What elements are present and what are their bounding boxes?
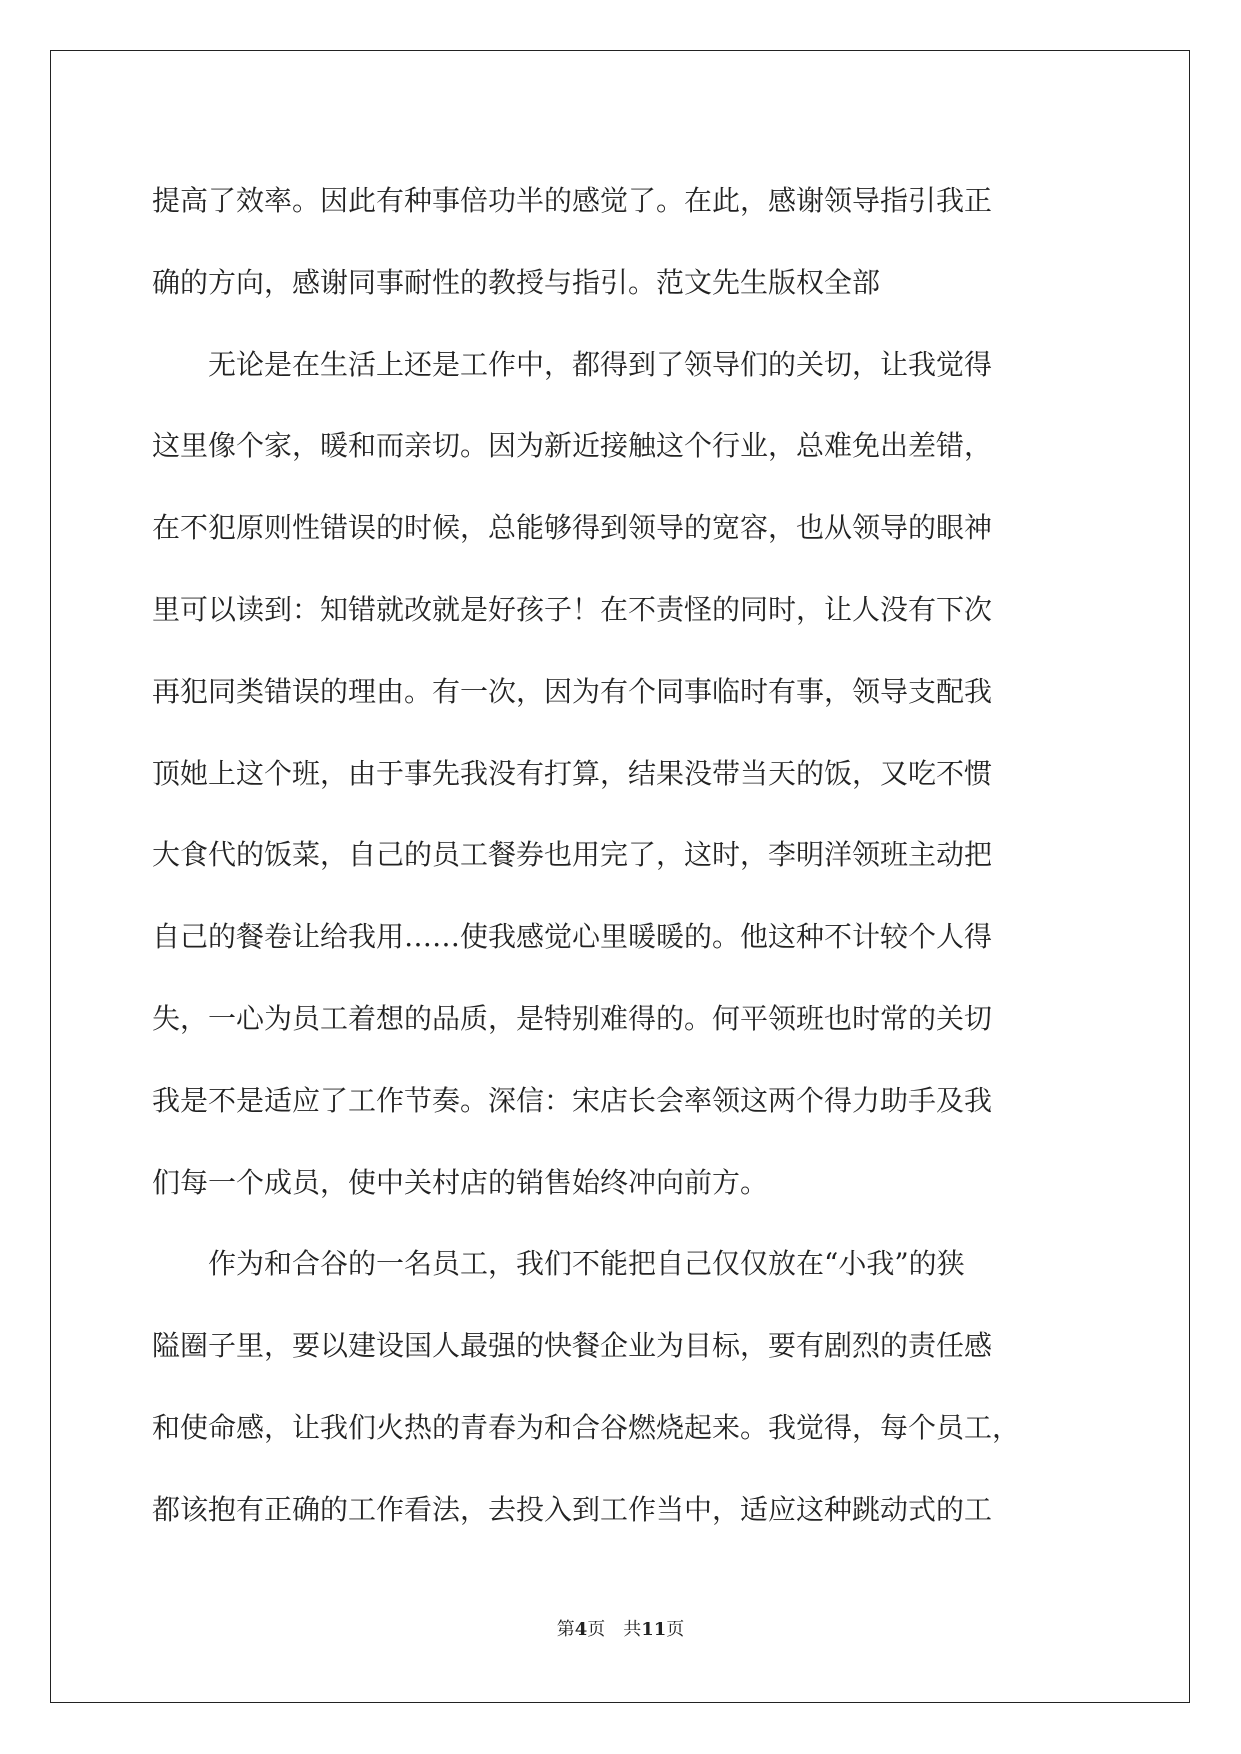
page-suffix: 页 bbox=[587, 1619, 606, 1640]
text-line: 顶她上这个班，由于事先我没有打算，结果没带当天的饭，又吃不惯 bbox=[152, 756, 993, 790]
page-number: 4 bbox=[574, 1619, 588, 1640]
text-line: 这里像个家，暖和而亲切。因为新近接触这个行业，总难免出差错， bbox=[152, 429, 993, 463]
total-suffix: 页 bbox=[666, 1619, 685, 1640]
total-pages: 11 bbox=[641, 1619, 667, 1640]
text-line: 提高了效率。因此有种事倍功半的感觉了。在此，感谢领导指引我正 bbox=[152, 184, 993, 217]
document-body bbox=[152, 160, 1090, 1551]
text-line: 确的方向，感谢同事耐性的教授与指引。范文先生版权全部 bbox=[152, 265, 881, 299]
text-line: 失，一心为员工着想的品质，是特别难得的。何平领班也时常的关切 bbox=[152, 1001, 993, 1035]
text-line: 在不犯原则性错误的时候，总能够得到领导的宽容，也从领导的眼神 bbox=[152, 511, 993, 545]
text-line: 隘圈子里，要以建设国人最强的快餐企业为目标，要有剧烈的责任感 bbox=[152, 1329, 993, 1363]
text-line: 无论是在生活上还是工作中，都得到了领导们的关切，让我觉得 bbox=[152, 347, 993, 381]
text-line: 们每一个成员，使中关村店的销售始终冲向前方。 bbox=[152, 1165, 769, 1199]
text-line: 再犯同类错误的理由。有一次，因为有个同事临时有事，领导支配我 bbox=[152, 674, 993, 708]
total-prefix: 共 bbox=[623, 1619, 642, 1640]
page-prefix: 第 bbox=[556, 1619, 575, 1640]
text-line: 大食代的饭菜，自己的员工餐券也用完了，这时，李明洋领班主动把 bbox=[152, 838, 993, 872]
text-line: 我是不是适应了工作节奏。深信：宋店长会率领这两个得力助手及我 bbox=[152, 1083, 993, 1117]
text-line: 和使命感，让我们火热的青春为和合谷燃烧起来。我觉得，每个员工， bbox=[152, 1410, 1021, 1444]
text-line: 自己的餐卷让给我用……使我感觉心里暖暖的。他这种不计较个人得 bbox=[152, 920, 993, 954]
text-line: 作为和合谷的一名员工，我们不能把自己仅仅放在“小我”的狭 bbox=[152, 1247, 965, 1281]
text-line: 里可以读到：知错就改就是好孩子！在不责怪的同时，让人没有下次 bbox=[152, 592, 993, 626]
text-line: 都该抱有正确的工作看法，去投入到工作当中，适应这种跳动式的工 bbox=[152, 1492, 993, 1526]
page-footer bbox=[0, 1615, 1241, 1641]
